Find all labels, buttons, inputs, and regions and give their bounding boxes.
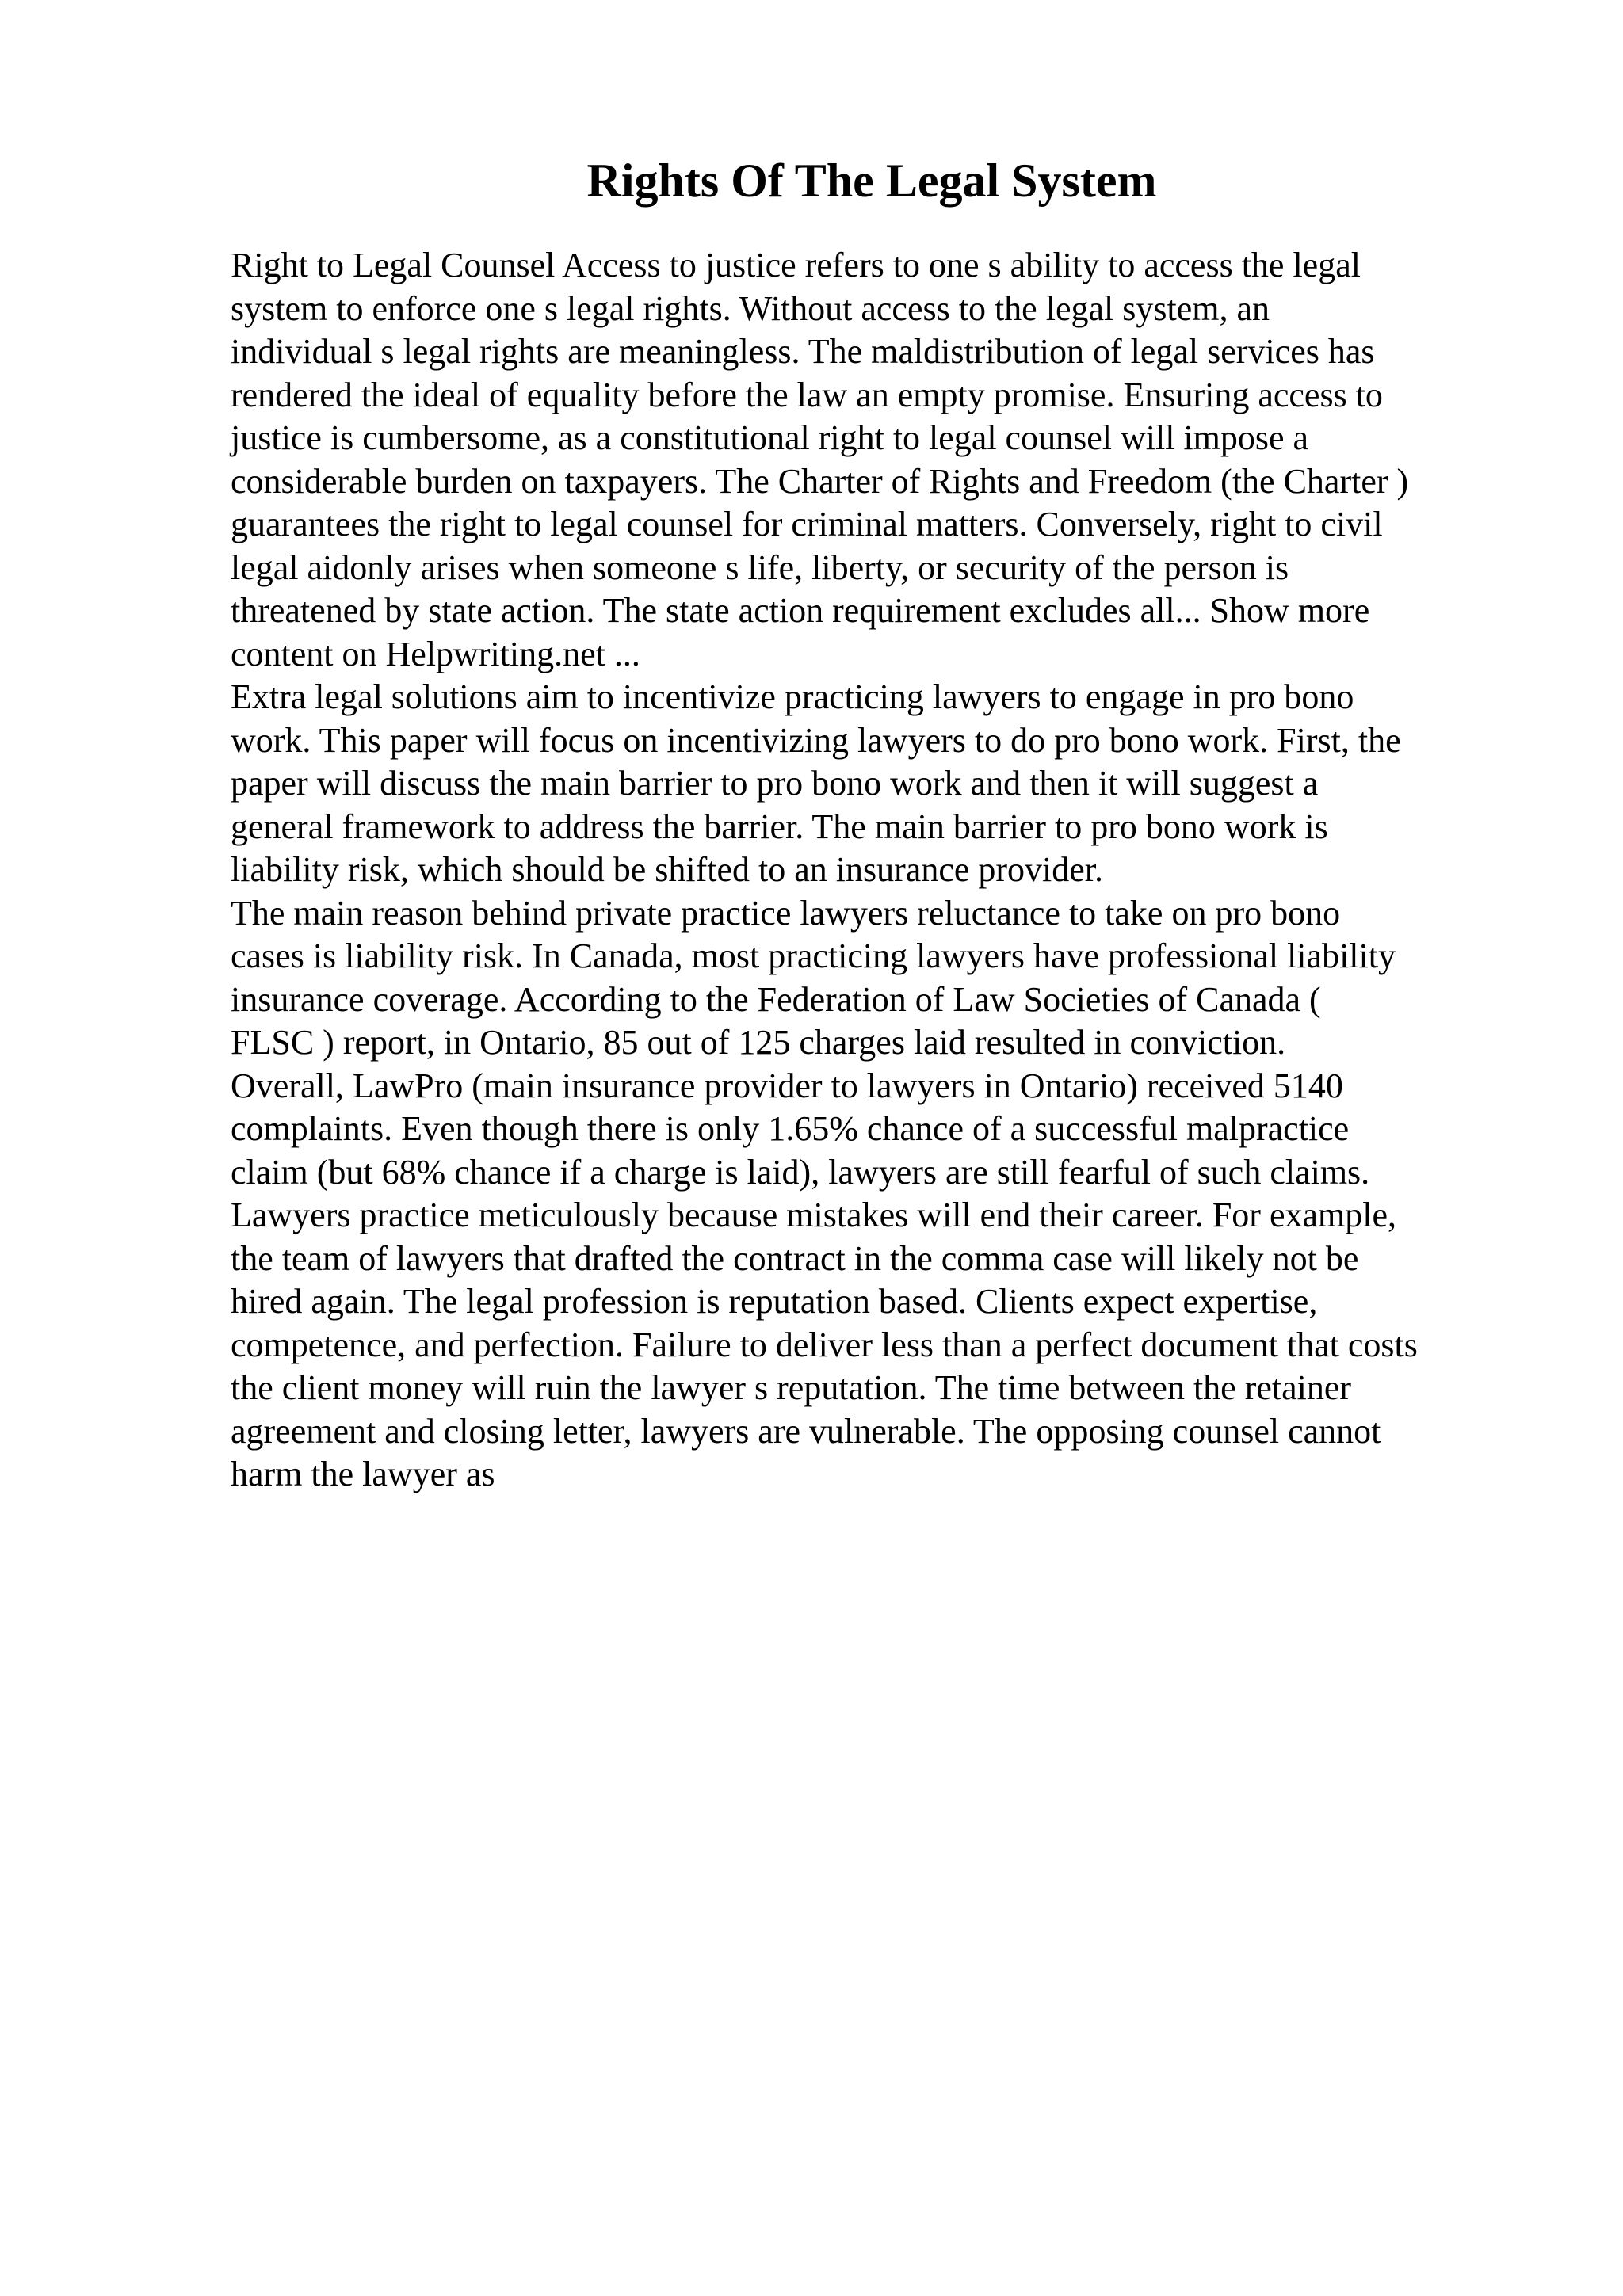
paragraph-liability-risk: The main reason behind private practice lawyers reluctance to take on pro bono cases is liability risk. In Canada, most practicing lawyers have professional liability insurance coverage. According to the Federation of Law Societies of Canada ( FLSC ) report, in Ontario, 85 out of 125 charges laid resulted in conviction. Overall, LawPro (main insurance provider to lawyers in Ontario) received 5140 complaints. Even though there is only 1.65% chance of a successful malpractice claim (but 68% chance if a charge is laid), lawyers are still fearful of such claims. Lawyers practice meticulously because mistakes will end their career. For example, the team of lawyers that drafted the contract in the comma case will likely not be hired again. The legal profession is reputation based. Clients expect expertise, competence, and perfection. Failure to deliver less than a perfect document that costs the client money will ruin the lawyer s reputation. The time between the retainer agreement and closing letter, lawyers are vulnerable. The opposing counsel cannot harm the lawyer as bbox=[231, 893, 1418, 1493]
paragraph-access-to-justice: Right to Legal Counsel Access to justice refers to one s ability to access the legal system to enforce one s legal rights. Without access to the legal system, an individual s legal rights are meaningless. The maldistribution of legal services has rendered the ideal of equality before the law an empty promise. Ensuring access to justice is cumbersome, as a constitutional right to legal counsel will impose a considerable burden on taxpayers. The Charter of Rights and Freedom (the Charter ) guarantees the right to legal counsel for criminal matters. Conversely, right to civil legal aidonly arises when someone s life, liberty, or security of the person is threatened by state action. The state action requirement excludes all... Show more content on Helpwriting.net ... bbox=[231, 246, 1409, 673]
paragraph-extra-legal-solutions: Extra legal solutions aim to incentivize practicing lawyers to engage in pro bono work. This paper will focus on incentivizing lawyers to do pro bono work. First, the paper will discuss the main barrier to pro bono work and then it will suggest a general framework to address the barrier. The main barrier to pro bono work is liability risk, which should be shifted to an insurance provider. bbox=[231, 677, 1401, 889]
document-title: Rights Of The Legal System bbox=[586, 154, 1157, 207]
document-body bbox=[231, 244, 1491, 1497]
